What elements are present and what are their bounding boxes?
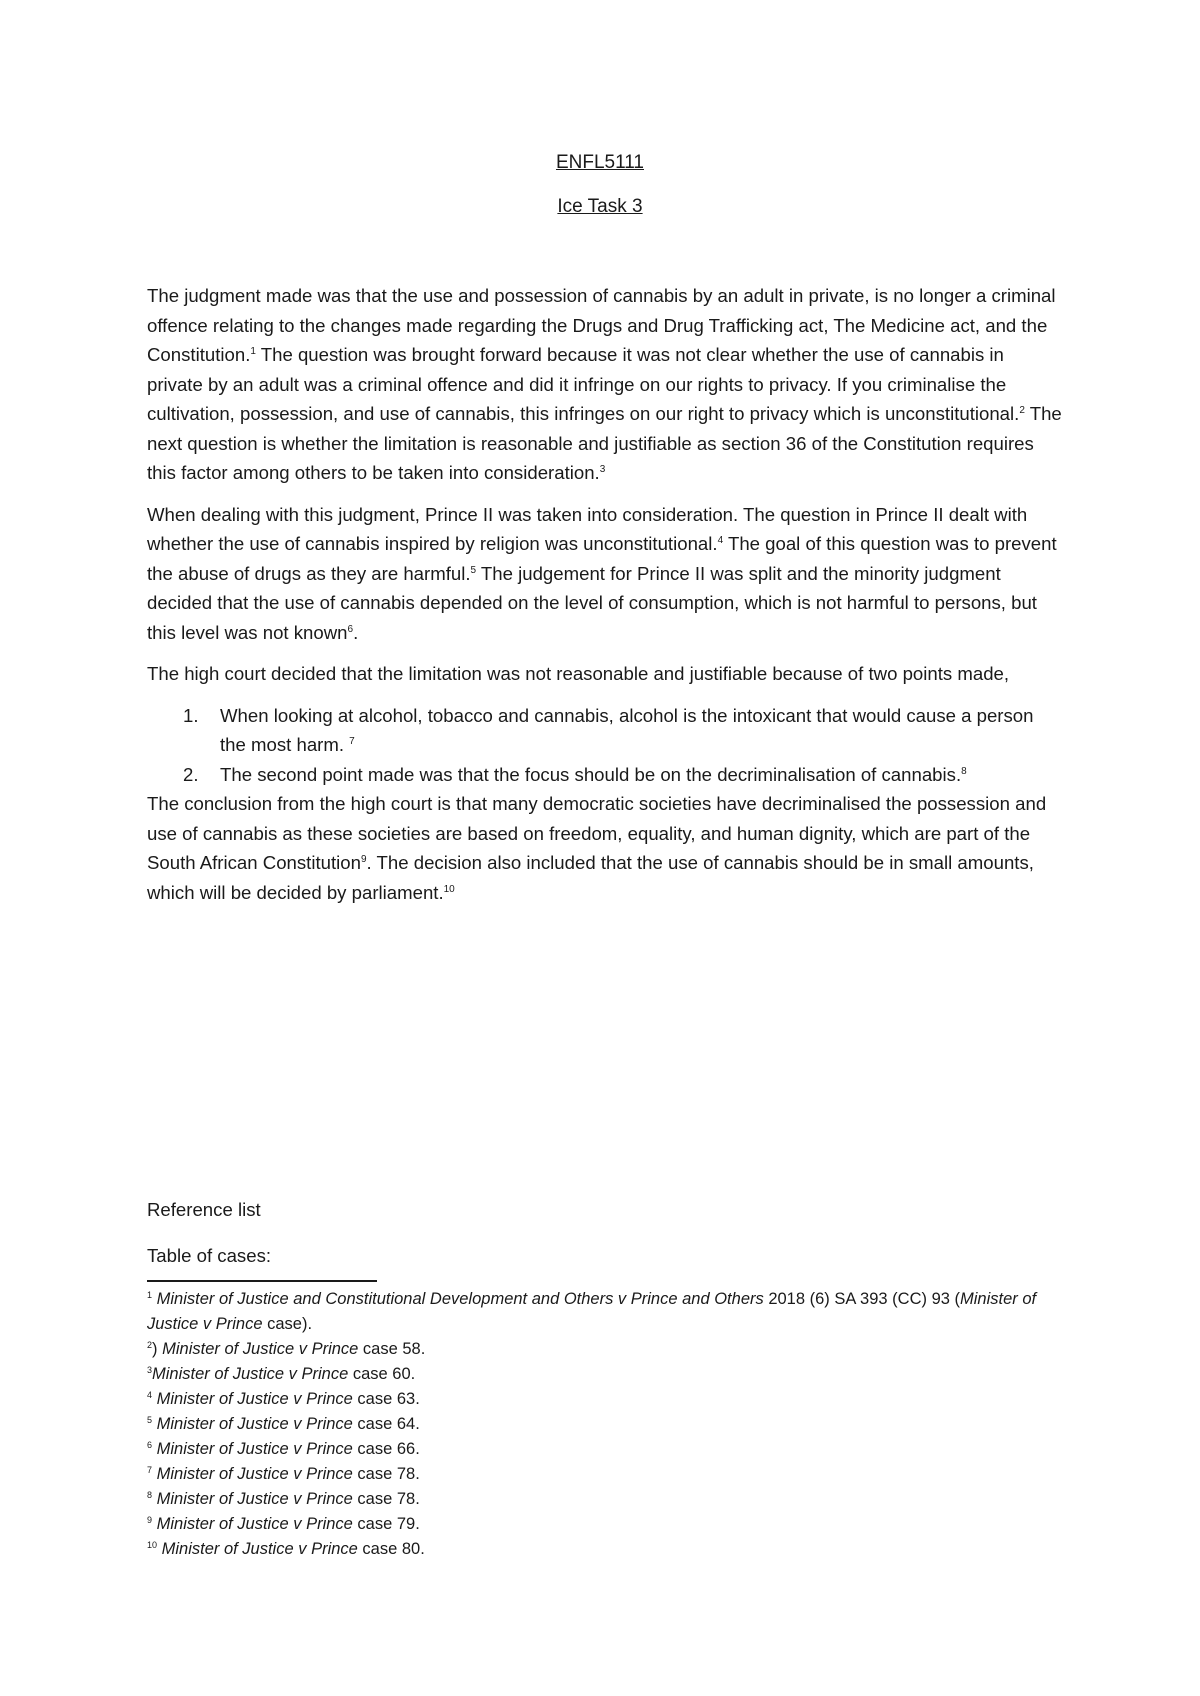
footnote-ref[interactable]: 8 [961, 765, 967, 777]
footnote-item: $^7$ Minister of Justice v Prince case 78. [147, 1465, 420, 1483]
course-code-heading: ENFL5111 [555, 152, 644, 173]
footnote-ref[interactable]: 3 [599, 464, 606, 475]
footnote-ref[interactable]: 9 [360, 854, 367, 865]
footnote-ref[interactable]: 2 [1019, 405, 1025, 416]
footnote-ref[interactable]: 4 [717, 535, 724, 546]
list-item: 2. The second point made was that the focus should be on the decriminalisation of cannabis.$^8$ [183, 763, 967, 785]
paragraph-high-court: The high court decided that the limitation was not reasonable and justifiable because of two points made, [147, 663, 1010, 684]
paragraph-prince-ii: When dealing with this judgment, Prince II was taken into consideration. The question in Prince II dealt with whether the use of cannabis inspired by religion was unconstitutional.$^4$ The goal of this question was to prevent the abuse of drugs as they are harmful.$^5$ The judgement for Prince II was split and the minority judgment decided that the use of cannabis depended on the level of consumption, which is not harmful to persons, but this level was not known$^6$. [147, 503, 1057, 643]
footnote-ref[interactable]: 6 [347, 623, 354, 635]
main-body [147, 281, 1062, 907]
paragraph-judgment: The judgment made was that the use and possession of cannabis by an adult in private, is no longer a criminal offence relating to the changes made regarding the Drugs and Drug Trafficking act, The Medicine act, and the Constitution.$^1$ The question was brought forward because it was not clear whether the use of cannabis in private by an adult was a criminal offence and did it infringe on our rights to privacy. If you criminalise the cultivation, possession, and use of cannabis, this infringes on our right to privacy which is unconstitutional.$^2$ The next question is whether the limitation is reasonable and justifiable as section 36 of the Constitution requires this factor among others to be taken into consideration.$^3$ [147, 285, 1062, 483]
footnote-item: $^3$Minister of Justice v Prince case 60. [147, 1365, 416, 1383]
footnote-ref[interactable]: 10 [443, 883, 455, 895]
footnote-item: $^5$ Minister of Justice v Prince case 64. [147, 1415, 420, 1433]
list-item: 1. When looking at alcohol, tobacco and cannabis, alcohol is the intoxicant that would cause a person the most harm. $^7$ [183, 704, 1034, 755]
footnotes [147, 1287, 1077, 1562]
footnote-ref[interactable]: 1 [250, 346, 256, 357]
table-of-cases-title: Table of cases: [147, 1245, 272, 1266]
reference-list-title: Reference list [147, 1199, 261, 1220]
footnote-item: $^4$ Minister of Justice v Prince case 63. [147, 1390, 420, 1408]
task-title-heading: Ice Task 3 [557, 196, 643, 217]
paragraph-conclusion: The conclusion from the high court is that many democratic societies have decriminalised the possession and use of cannabis as these societies are based on freedom, equality, and human dignity, which are part of the South African Constitution$^9$. The decision also included that the use of cannabis should be in small amounts, which will be decided by parliament.$^{10}$ [147, 793, 1047, 903]
footnote-item: $^8$ Minister of Justice v Prince case 78. [147, 1490, 420, 1508]
footnote-item: $^9$ Minister of Justice v Prince case 79. [147, 1515, 420, 1533]
footnote-item: $^{10}$ Minister of Justice v Prince case 80. [147, 1540, 425, 1558]
points-list [147, 701, 1062, 790]
footnote-item: $^1$ Minister of Justice and Constitutional Development and Others v Prince and Others 2018 (6) SA 393 (CC) 93 (Minister of Justice v Prince case). [147, 1290, 1037, 1333]
footnote-item: $^2$) Minister of Justice v Prince case 58. [147, 1340, 426, 1358]
footnote-separator [147, 1280, 377, 1282]
footnote-ref[interactable]: 5 [470, 564, 477, 576]
footnote-ref[interactable]: 7 [349, 736, 355, 747]
footnote-item: $^6$ Minister of Justice v Prince case 66. [147, 1440, 420, 1458]
